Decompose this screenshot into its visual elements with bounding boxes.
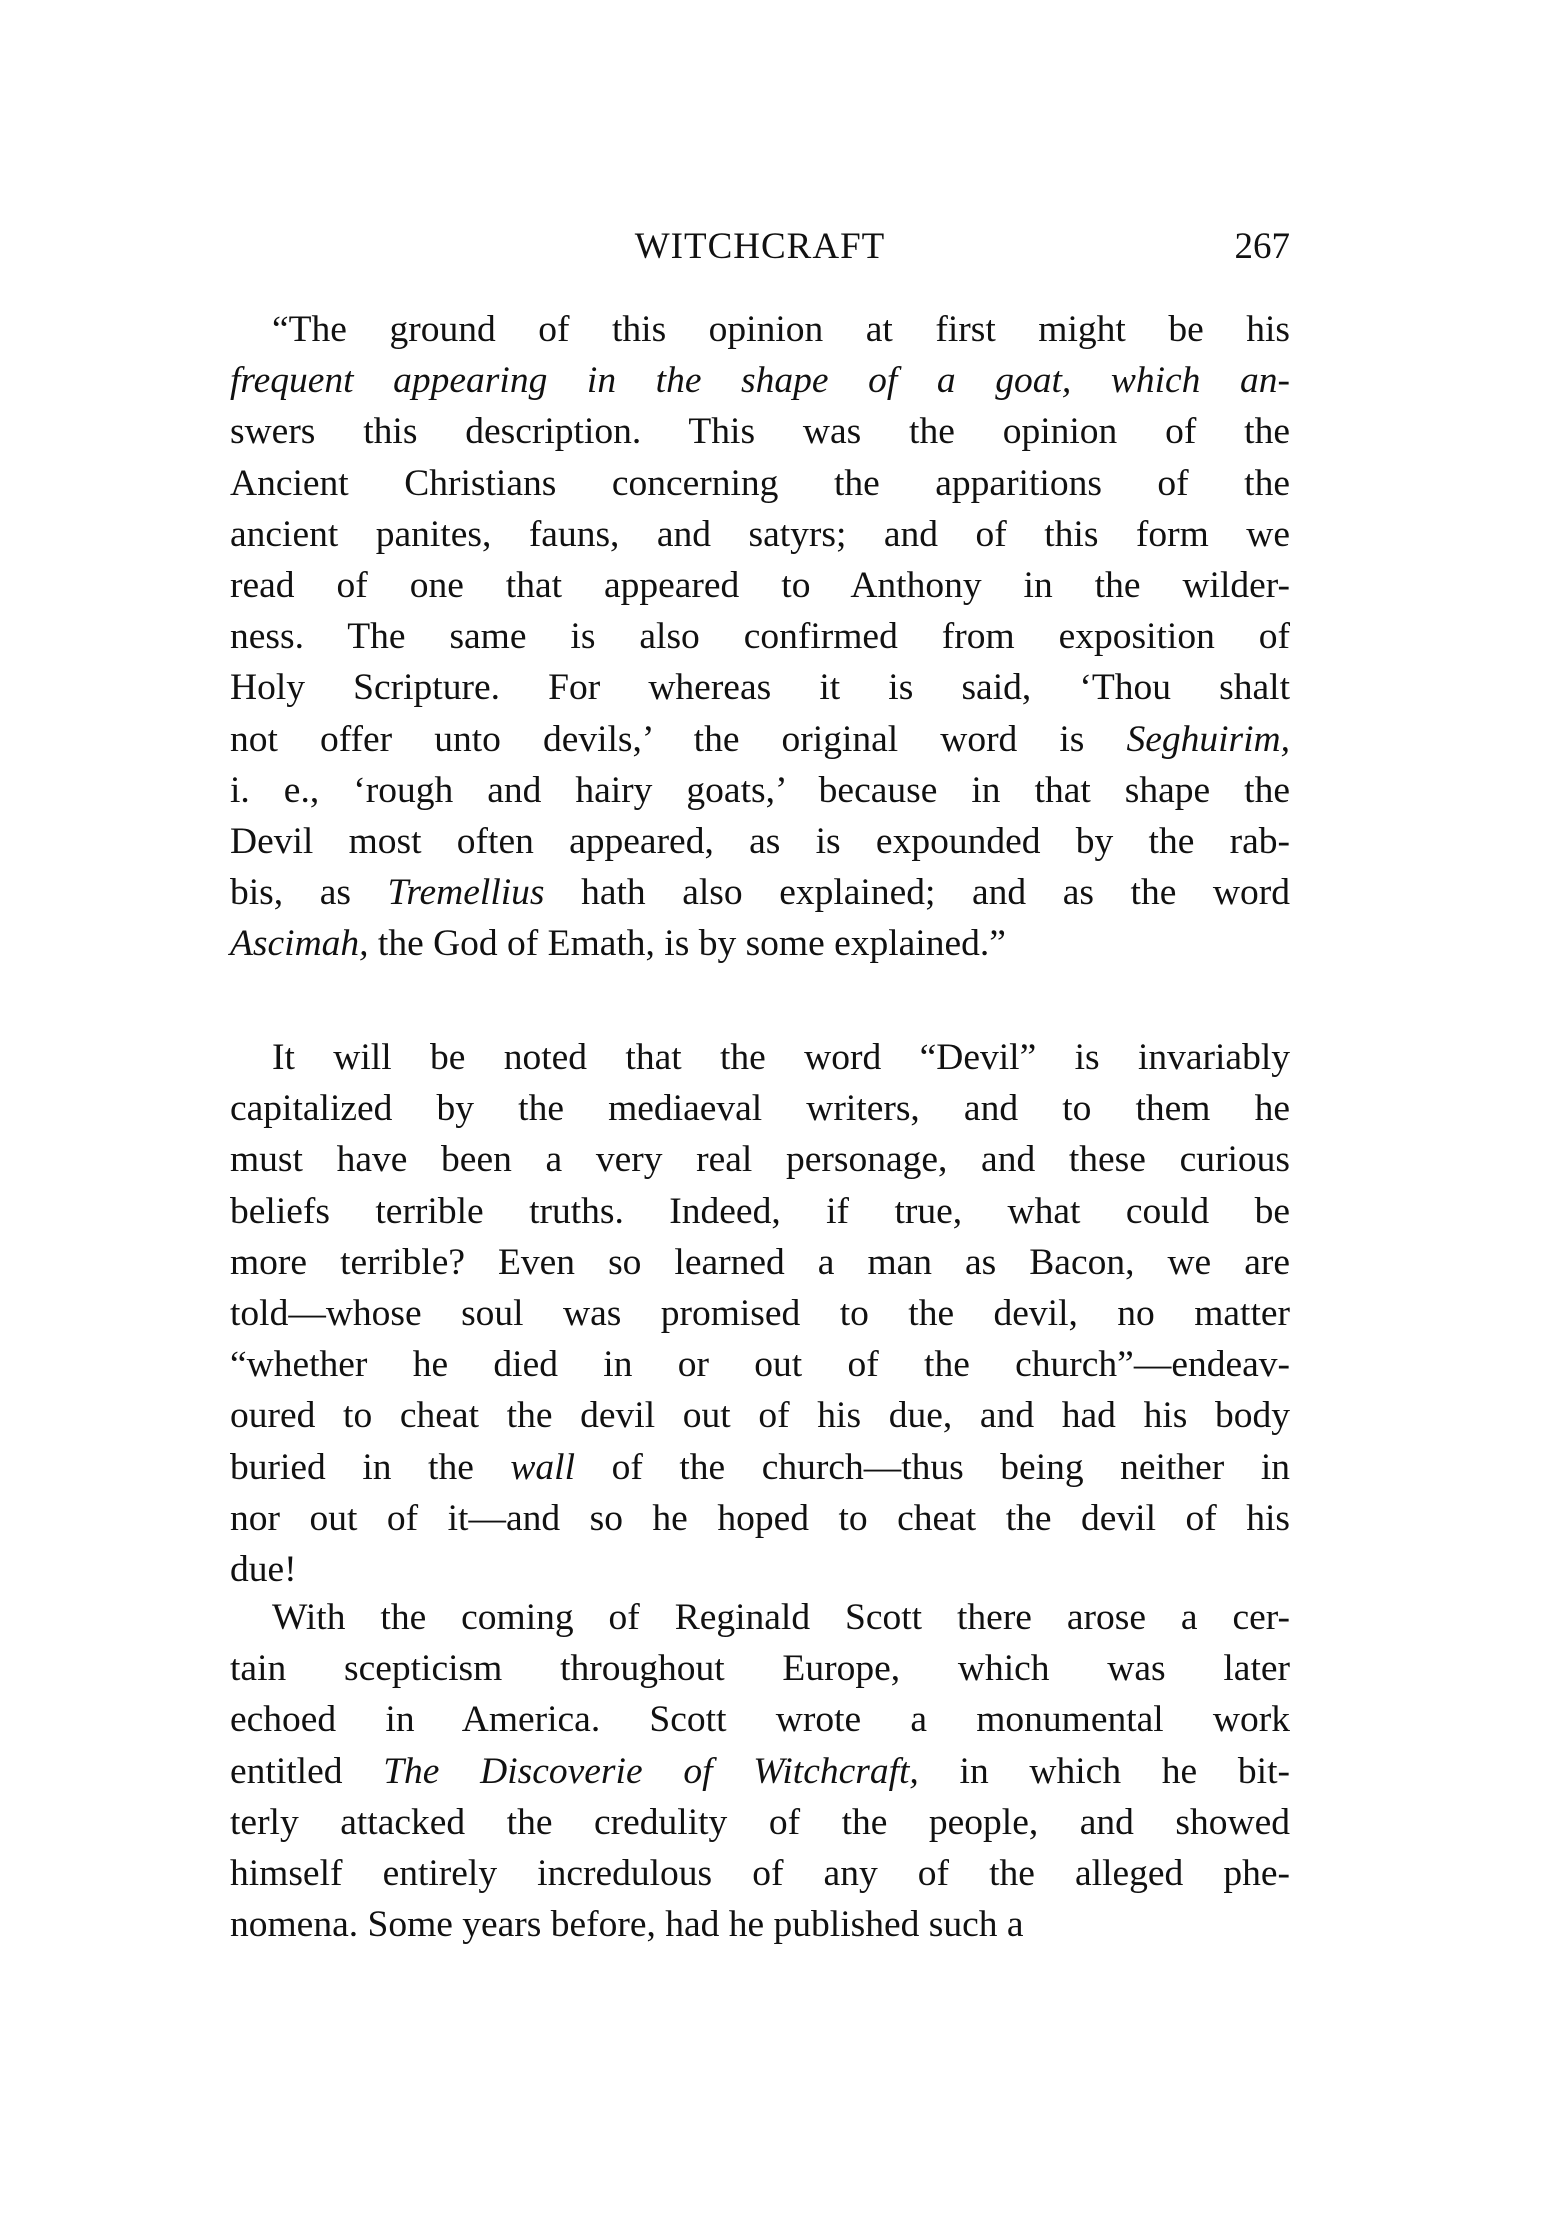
text-line bbox=[230, 816, 1290, 867]
text-run: “The ground of this opinion at first might be his bbox=[272, 309, 1290, 350]
italic-run: The Discoverie of Witchcraft, bbox=[383, 1750, 919, 1792]
running-head: WITCHCRAFT bbox=[634, 226, 886, 267]
text-line bbox=[230, 1083, 1290, 1134]
text-run: capitalized by the mediaeval writers, and to them he bbox=[230, 1088, 1290, 1130]
text-line bbox=[230, 1186, 1290, 1237]
text-line bbox=[230, 918, 1290, 969]
text-run: the God of Emath, is by some explained.” bbox=[368, 923, 1006, 965]
text-run: buried in the bbox=[230, 1446, 511, 1488]
text-line bbox=[230, 867, 1290, 918]
text-line bbox=[230, 458, 1290, 509]
text-line bbox=[230, 406, 1290, 457]
text-run: entitled bbox=[230, 1750, 384, 1792]
text-run: oured to cheat the devil out of his due, and had his body bbox=[230, 1395, 1290, 1437]
text-line bbox=[230, 1390, 1290, 1441]
paragraph-text bbox=[230, 304, 1290, 970]
text-line bbox=[230, 560, 1290, 611]
text-line bbox=[230, 1339, 1290, 1390]
text-run: nomena. Some years before, had he published such a bbox=[230, 1904, 1024, 1946]
text-run: beliefs terrible truths. Indeed, if true, what could be bbox=[230, 1190, 1290, 1232]
text-line bbox=[230, 1032, 1290, 1083]
text-run: Ancient Christians concerning the apparitions of the bbox=[230, 462, 1290, 504]
text-line bbox=[230, 714, 1290, 765]
italic-run: Tremellius bbox=[387, 872, 545, 914]
text-run: With the coming of Reginald Scott there arose a cer- bbox=[272, 1597, 1290, 1638]
text-line bbox=[230, 304, 1290, 355]
text-run: must have been a very real personage, and these curious bbox=[230, 1139, 1290, 1181]
text-line bbox=[230, 1848, 1290, 1899]
text-run: read of one that appeared to Anthony in the wilder- bbox=[230, 565, 1290, 607]
italic-run: frequent appearing in the shape of a goat, which an- bbox=[230, 360, 1290, 402]
text-line bbox=[230, 1899, 1290, 1950]
page-header bbox=[230, 225, 1290, 275]
text-run: swers this description. This was the opinion of the bbox=[230, 411, 1290, 453]
text-line bbox=[230, 662, 1290, 713]
paragraph-text bbox=[230, 1032, 1290, 1595]
text-run: ness. The same is also confirmed from exposition of bbox=[230, 616, 1290, 658]
text-line bbox=[230, 1544, 1290, 1595]
text-line bbox=[230, 355, 1290, 406]
text-line bbox=[230, 611, 1290, 662]
text-line bbox=[230, 1134, 1290, 1185]
text-run: bis, as bbox=[230, 872, 388, 914]
text-run: not offer unto devils,’ the original word is bbox=[230, 718, 1127, 760]
text-line bbox=[230, 1592, 1290, 1643]
text-run: himself entirely incredulous of any of the alleged phe- bbox=[230, 1853, 1290, 1895]
italic-run: Seghuirim, bbox=[1126, 718, 1290, 760]
reginald-scott-paragraph bbox=[230, 1592, 1290, 1950]
text-run: i. e., ‘rough and hairy goats,’ because in that shape the bbox=[230, 769, 1290, 811]
text-run: tain scepticism throughout Europe, which was later bbox=[230, 1648, 1290, 1690]
text-line bbox=[230, 1237, 1290, 1288]
paragraph-text bbox=[230, 1592, 1290, 1950]
text-line bbox=[230, 1643, 1290, 1694]
text-line bbox=[230, 1442, 1290, 1493]
text-run: more terrible? Even so learned a man as Bacon, we are bbox=[230, 1241, 1290, 1283]
text-line bbox=[230, 509, 1290, 560]
text-run: terly attacked the credulity of the people, and showed bbox=[230, 1801, 1290, 1843]
text-run: nor out of it—and so he hoped to cheat the devil of his bbox=[230, 1497, 1290, 1539]
devil-capitalization-paragraph bbox=[230, 1032, 1290, 1595]
text-run: due! bbox=[230, 1549, 297, 1591]
text-run: echoed in America. Scott wrote a monumental work bbox=[230, 1699, 1290, 1741]
text-run: Devil most often appeared, as is expounded by the rab- bbox=[230, 821, 1290, 863]
italic-run: Ascimah, bbox=[230, 923, 369, 965]
text-line bbox=[230, 1288, 1290, 1339]
text-run: It will be noted that the word “Devil” is invariably bbox=[272, 1037, 1290, 1078]
text-run: in which he bit- bbox=[918, 1750, 1290, 1792]
text-run: ancient panites, fauns, and satyrs; and of this form we bbox=[230, 513, 1290, 555]
text-line bbox=[230, 765, 1290, 816]
text-run: told—whose soul was promised to the devil, no matter bbox=[230, 1293, 1290, 1335]
text-line bbox=[230, 1746, 1290, 1797]
text-line bbox=[230, 1694, 1290, 1745]
text-line bbox=[230, 1493, 1290, 1544]
text-run: hath also explained; and as the word bbox=[544, 872, 1290, 914]
text-run: of the church—thus being neither in bbox=[575, 1446, 1290, 1488]
text-line bbox=[230, 1797, 1290, 1848]
text-run: Holy Scripture. For whereas it is said, ‘Thou shalt bbox=[230, 667, 1290, 709]
italic-run: wall bbox=[510, 1446, 576, 1488]
text-run: “whether he died in or out of the church”—endeav- bbox=[230, 1344, 1290, 1386]
page-number: 267 bbox=[1234, 226, 1290, 267]
quotation-paragraph bbox=[230, 304, 1290, 970]
